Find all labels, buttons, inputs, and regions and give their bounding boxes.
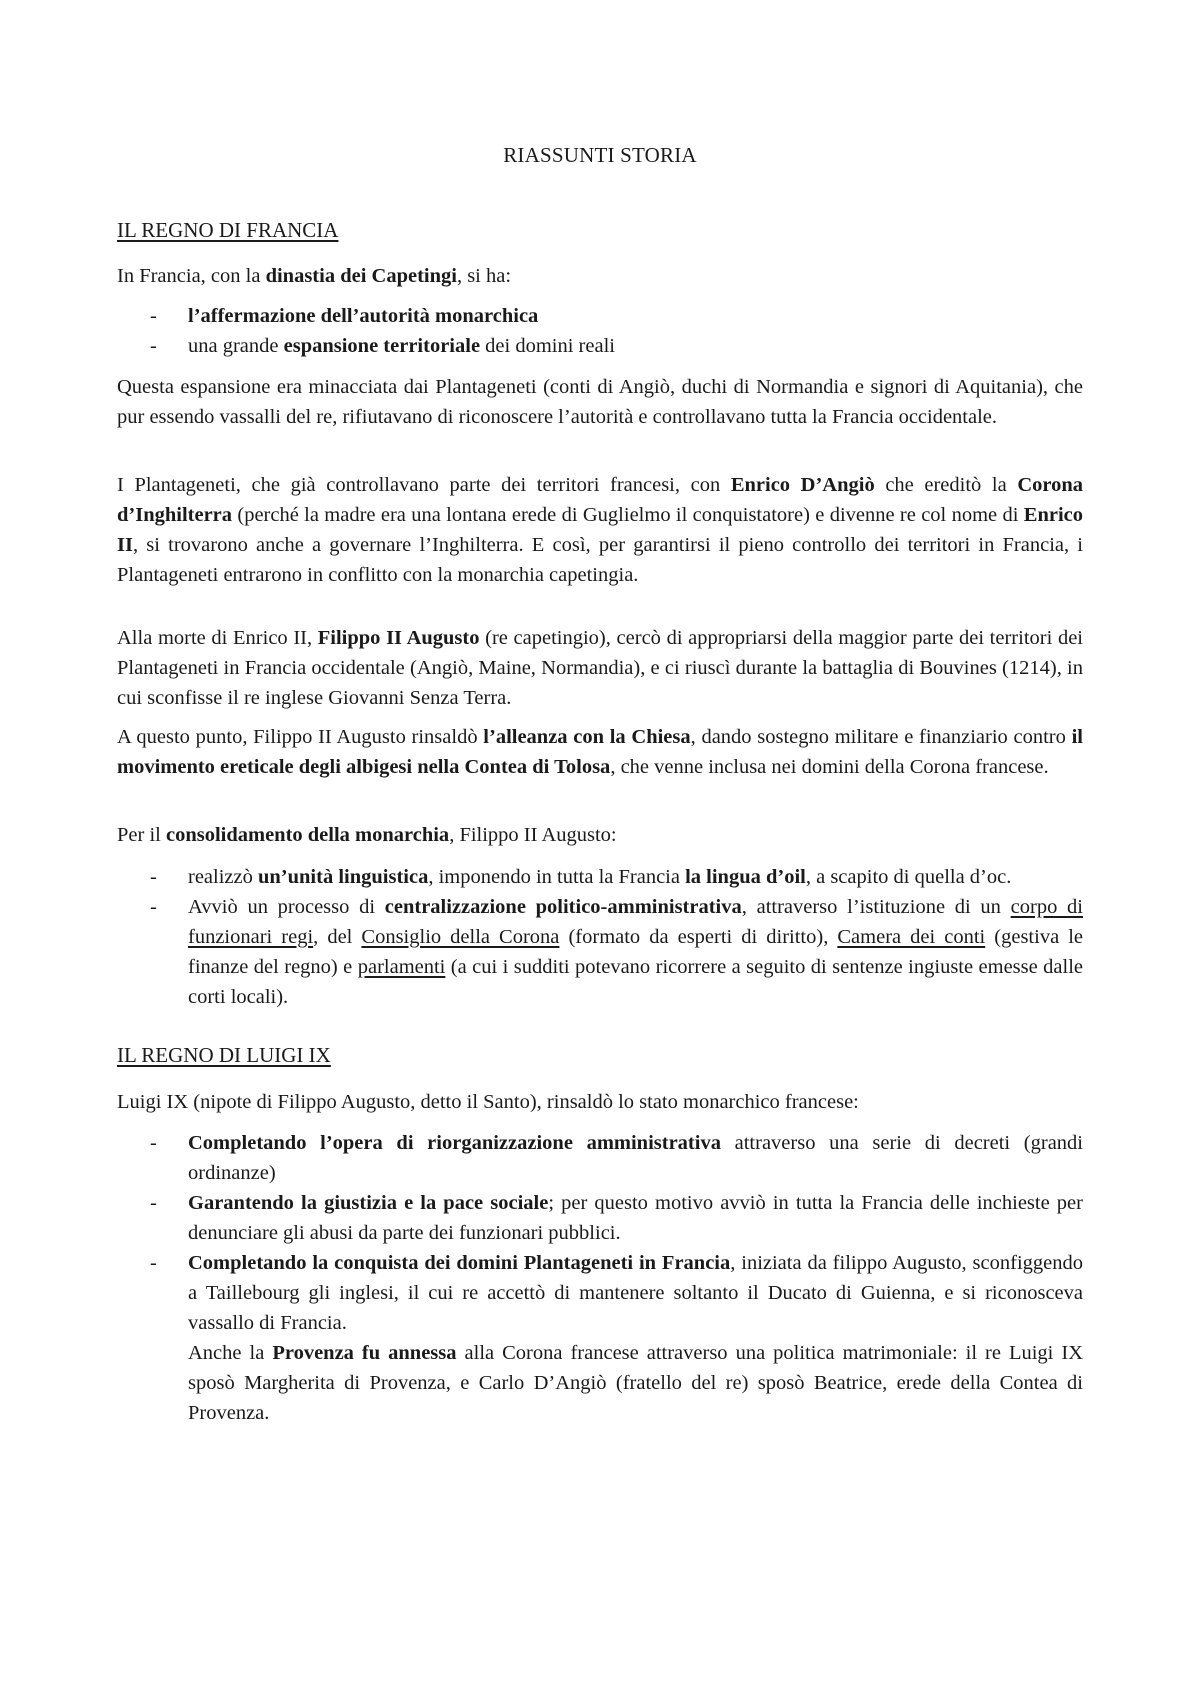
list-item-continuation: Anche la Provenza fu annessa alla Corona francese attraverso una politica matrimoniale: il re Luigi IX sposò Margherita di Provenza, e Carlo D’Angiò (fratello del re) sposò Beatrice, erede della Contea di Provenza.	[188, 1342, 1084, 1424]
list-item-text: Garantendo la giustizia e la pace sociale; per questo motivo avviò in tutta la Francia delle inchieste per denunciare gli abusi da parte dei funzionari pubblici.	[188, 1192, 1083, 1244]
bullet-dash: -	[150, 1192, 157, 1214]
bullet-list	[117, 301, 1083, 361]
section-heading-regno-di-luigi-ix: IL REGNO DI LUIGI IX	[117, 1043, 331, 1067]
list-item	[117, 1188, 1083, 1248]
bullet-list	[117, 862, 1083, 1012]
paragraph: In Francia, con la dinastia dei Capetingi, si ha:	[117, 265, 512, 287]
list-item-text: Completando l’opera di riorganizzazione amministrativa attraverso una serie di decreti (grandi ordinanze)	[188, 1132, 1083, 1184]
paragraph: A questo punto, Filippo II Augusto rinsaldò l’alleanza con la Chiesa, dando sostegno militare e finanziario contro il movimento ereticale degli albigesi nella Contea di Tolosa, che venne inclusa nei domini della Corona francese.	[117, 726, 1084, 778]
paragraph: I Plantageneti, che già controllavano parte dei territori francesi, con Enrico D’Angiò che ereditò la Corona d’Inghilterra (perché la madre era una lontana erede di Guglielmo il conquistatore) e divenne re col nome di Enrico II, si trovarono anche a governare l’Inghilterra. E così, per garantirsi il pieno controllo dei territori in Francia, i Plantageneti entrarono in conflitto con la monarchia capetingia.	[117, 474, 1083, 586]
bullet-dash: -	[150, 866, 157, 888]
list-item-text: una grande espansione territoriale dei domini reali	[188, 335, 615, 357]
list-item	[117, 1128, 1083, 1188]
list-item-text: Avviò un processo di centralizzazione politico-amministrativa, attraverso l’istituzione di un corpo di funzionari regi, del Consiglio della Corona (formato da esperti di diritto), Camera dei conti (gestiva le finanze del regno) e parlamenti (a cui i sudditi potevano ricorrere a seguito di sentenze ingiuste emesse dalle corti locali).	[188, 896, 1084, 1008]
bullet-dash: -	[150, 896, 157, 918]
list-item	[117, 301, 1083, 331]
bullet-dash: -	[150, 1252, 157, 1274]
list-item	[117, 1248, 1083, 1428]
bullet-dash: -	[150, 305, 157, 327]
paragraph: Luigi IX (nipote di Filippo Augusto, detto il Santo), rinsaldò lo stato monarchico francese:	[117, 1091, 859, 1113]
list-item	[117, 862, 1083, 892]
paragraph: Alla morte di Enrico II, Filippo II Augusto (re capetingio), cercò di appropriarsi della maggior parte dei territori dei Plantageneti in Francia occidentale (Angiò, Maine, Normandia), e ci riuscì durante la battaglia di Bouvines (1214), in cui sconfisse il re inglese Giovanni Senza Terra.	[117, 627, 1083, 709]
list-item-text: Completando la conquista dei domini Plantageneti in Francia, iniziata da filippo Augusto, sconfiggendo a Taillebourg gli inglesi, il cui re accettò di mantenere soltanto il Ducato di Guienna, e si riconosceva vassallo di Francia.	[188, 1252, 1083, 1334]
bullet-dash: -	[150, 1132, 157, 1154]
list-item-text: l’affermazione dell’autorità monarchica	[188, 305, 539, 327]
list-item	[117, 892, 1083, 1012]
document-title: RIASSUNTI STORIA	[503, 143, 697, 167]
paragraph: Questa espansione era minacciata dai Plantageneti (conti di Angiò, duchi di Normandia e signori di Aquitania), che pur essendo vassalli del re, rifiutavano di riconoscere l’autorità e controllavano tutta la Francia occidentale.	[117, 376, 1083, 428]
bullet-list	[117, 1128, 1083, 1428]
paragraph: Per il consolidamento della monarchia, Filippo II Augusto:	[117, 824, 617, 846]
bullet-dash: -	[150, 335, 157, 357]
section-heading-regno-di-francia: IL REGNO DI FRANCIA	[117, 218, 339, 242]
list-item	[117, 331, 1083, 361]
list-item-text: realizzò un’unità linguistica, imponendo in tutta la Francia la lingua d’oil, a scapito di quella d’oc.	[188, 866, 1012, 888]
